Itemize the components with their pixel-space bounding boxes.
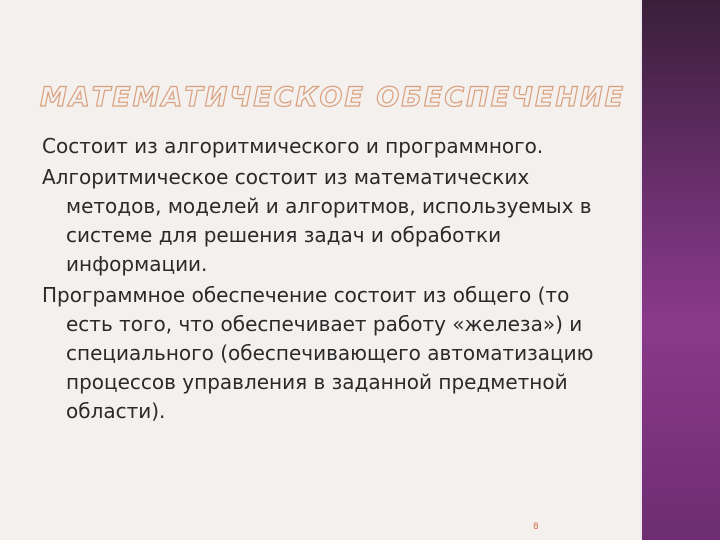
decorative-side-band [640, 0, 720, 540]
page-number: 8 [533, 522, 539, 532]
paragraph-software: Программное обеспечение состоит из общего (то есть того, что обеспечивает работу «железа») и специального (обеспечивающего автоматизацию процессов управления в заданной предметной области). [42, 283, 594, 423]
paragraph-composition: Состоит из алгоритмического и программного. [42, 134, 544, 158]
paragraph-algorithmic: Алгоритмическое состоит из математических методов, моделей и алгоритмов, используемых в системе для решения задач и обработки информации. [42, 165, 592, 276]
side-band-edge [640, 0, 642, 540]
slide-content [42, 132, 622, 428]
slide-title: МАТЕМАТИЧЕСКОЕ ОБЕСПЕЧЕНИЕ [40, 82, 626, 113]
